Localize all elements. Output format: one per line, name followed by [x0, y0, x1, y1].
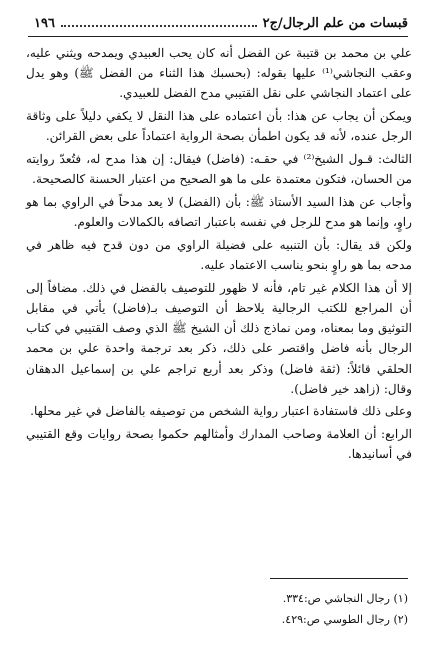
footnote: (١) رجال النجاشي ص:٣٣٤.: [282, 592, 408, 605]
page-body: [26, 43, 412, 467]
header-dot-leader: [61, 19, 257, 27]
footnote: (٢) رجال الطوسي ص:٤٢٩.: [281, 613, 408, 626]
paragraph: ويمكن أن يجاب عن هذا: بأن اعتماده على هذا النقل لا يكفي دليلاً على وثاقة الرجل عنده، لأنه قد يكون اطمأن بصحة الرواية اعتماداً على بعض القرائن.: [26, 109, 412, 144]
running-title: قبسات من علم الرجال/ج٢: [262, 15, 408, 31]
paragraph: الثالث: قـول الشيخ⁽²⁾ في حقـه: (فاضل) فيقال: إن هذا مدح له، فتُعدّ روايته من الحسان، فتكون معتمدة على ما هو الصحيح من اعتبار الحسنة كالصحيحة.: [26, 152, 413, 187]
paragraph: علي بن محمد بن قتيبة عن الفضل أنه كان يحب العبيدي ويمدحه ويثني عليه، وعقب النجاشي⁽¹⁾ عليها بقوله: (بحسبك هذا الثناء من الفضل ﷺ) وهو يدل على اعتماد النجاشي على نقل القتيبي مدح الفضل للعبيدي.: [26, 46, 413, 101]
footnote-rule: [270, 578, 408, 579]
page-number: ١٩٦: [34, 15, 55, 31]
running-header: [34, 14, 408, 32]
paragraph: الرابع: أن العلامة وصاحب المدارك وأمثالهم حكموا بصحة روايات وقع القتيبي في أسانيدها.: [26, 427, 412, 462]
paragraph: إلا أن هذا الكلام غير تام، فأنه لا ظهور للتوصيف بالفضل في ذلك. مضافاً إلى أن المراجع للكتب الرجالية يلاحظ أن التوصيف بـ(فاضل) يأتي في مقابل التوثيق وما بمعناه، ومن نماذج ذلك أن الشيخ ﷺ الذي وصف القتيبي في كتاب الرجال بأنه فاضل واقتصر على ذلك، ذكر بعد ترجمة واحدة علي بن محمد الحلقي قائلاً: (ثقة فاضل) وذكر بعد أربع تراجم علي بن إسماعيل الدهقان وقال: (زاهد خير فاضل).: [26, 280, 412, 396]
header-rule: [28, 36, 408, 37]
footnotes: [26, 588, 408, 630]
paragraph: وأجاب عن هذا السيد الأستاذ ﷺ: بأن (الفضل) لا يعد مدحاً في الراوي بما هو راوٍ، وإنما هو مدح للرجل في نفسه باعتبار اتصافه بالكمالات والعلوم.: [26, 194, 412, 230]
paragraph: وعلى ذلك فاستفادة اعتبار رواية الشخص من توصيفه بالفاضل في غير محلها.: [30, 404, 412, 419]
paragraph: ولكن قد يقال: بأن التنبيه على فضيلة الراوي من دون قدح فيه ظاهر في مدحه بما هو راوٍ بنحو يناسب الاعتماد عليه.: [26, 237, 412, 273]
